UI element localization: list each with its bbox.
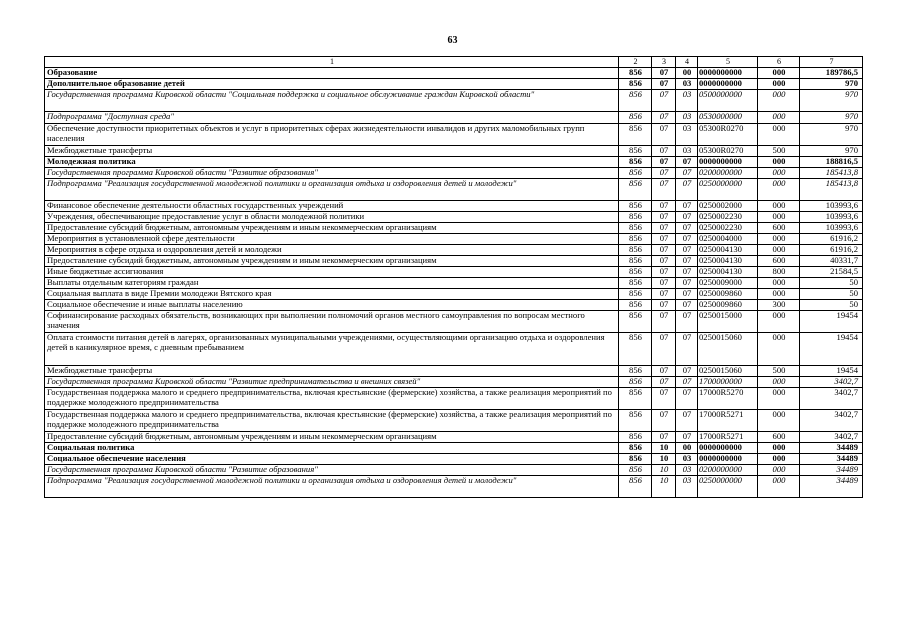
row-ministry-code: 856: [619, 289, 652, 300]
row-target-item-code: 0000000000: [698, 157, 758, 168]
row-target-item-code: 1700000000: [698, 377, 758, 388]
row-section-code: 07: [652, 223, 676, 234]
row-target-item-code: 0250015060: [698, 333, 758, 366]
row-subsection-code: 07: [676, 201, 698, 212]
row-section-code: 07: [652, 377, 676, 388]
row-expense-type-code: 000: [758, 377, 800, 388]
row-amount: 970: [800, 112, 863, 124]
row-expense-type-code: 000: [758, 289, 800, 300]
row-subsection-code: 07: [676, 311, 698, 333]
table-row: [45, 377, 863, 388]
row-subsection-code: 07: [676, 256, 698, 267]
row-name: Учреждения, обеспечивающие предоставление услуг в области молодежной политики: [45, 212, 619, 223]
row-name: Мероприятия в установленной сфере деятельности: [45, 234, 619, 245]
row-target-item-code: 05300R0270: [698, 124, 758, 146]
row-subsection-code: 07: [676, 410, 698, 432]
row-target-item-code: 0200000000: [698, 168, 758, 179]
row-name: Социальная выплата в виде Премии молодежи Вятского края: [45, 289, 619, 300]
row-subsection-code: 03: [676, 146, 698, 157]
row-target-item-code: 0250004130: [698, 245, 758, 256]
row-section-code: 07: [652, 112, 676, 124]
row-expense-type-code: 300: [758, 300, 800, 311]
row-name: Межбюджетные трансферты: [45, 146, 619, 157]
row-target-item-code: 0250009860: [698, 289, 758, 300]
row-name: Государственная поддержка малого и среднего предпринимательства, включая крестьянские (фермерские) хозяйства, а также реализация мероприятий по поддержке молодежного предпринимательства: [45, 410, 619, 432]
row-ministry-code: 856: [619, 377, 652, 388]
row-amount: 61916,2: [800, 234, 863, 245]
row-target-item-code: 0250004000: [698, 234, 758, 245]
row-section-code: 10: [652, 476, 676, 498]
row-expense-type-code: 000: [758, 179, 800, 201]
table-row: [45, 465, 863, 476]
row-expense-type-code: 500: [758, 366, 800, 377]
row-ministry-code: 856: [619, 201, 652, 212]
row-section-code: 07: [652, 146, 676, 157]
row-ministry-code: 856: [619, 146, 652, 157]
row-subsection-code: 03: [676, 465, 698, 476]
row-expense-type-code: 000: [758, 201, 800, 212]
row-section-code: 07: [652, 432, 676, 443]
row-amount: 103993,6: [800, 212, 863, 223]
row-amount: 50: [800, 289, 863, 300]
row-name: Оплата стоимости питания детей в лагерях, организованных муниципальными учреждениями, осуществляющими организацию отдыха и оздоровления детей в каникулярное время, с дневным пребыванием: [45, 333, 619, 366]
row-amount: 970: [800, 124, 863, 146]
row-target-item-code: 0250000000: [698, 476, 758, 498]
row-name: Иные бюджетные ассигнования: [45, 267, 619, 278]
row-target-item-code: 0250015000: [698, 311, 758, 333]
row-ministry-code: 856: [619, 157, 652, 168]
row-amount: 189786,5: [800, 68, 863, 79]
row-ministry-code: 856: [619, 112, 652, 124]
row-amount: 103993,6: [800, 201, 863, 212]
row-name: Социальное обеспечение населения: [45, 454, 619, 465]
row-subsection-code: 03: [676, 90, 698, 112]
row-section-code: 10: [652, 443, 676, 454]
row-subsection-code: 00: [676, 443, 698, 454]
table-row: [45, 212, 863, 223]
row-ministry-code: 856: [619, 476, 652, 498]
row-amount: 21584,5: [800, 267, 863, 278]
row-expense-type-code: 000: [758, 443, 800, 454]
header-col-2: 2: [619, 57, 652, 68]
row-section-code: 07: [652, 388, 676, 410]
row-section-code: 07: [652, 68, 676, 79]
row-expense-type-code: 000: [758, 245, 800, 256]
row-subsection-code: 07: [676, 168, 698, 179]
row-name: Государственная программа Кировской области "Социальная поддержка и социальное обслуживание граждан Кировской области": [45, 90, 619, 112]
row-ministry-code: 856: [619, 124, 652, 146]
row-target-item-code: 0250004130: [698, 267, 758, 278]
row-target-item-code: 0500000000: [698, 90, 758, 112]
row-target-item-code: 0000000000: [698, 454, 758, 465]
table-row: [45, 234, 863, 245]
table-row: [45, 267, 863, 278]
row-expense-type-code: 000: [758, 79, 800, 90]
row-name: Предоставление субсидий бюджетным, автономным учреждениям и иным некоммерческим организациям: [45, 223, 619, 234]
row-target-item-code: 0000000000: [698, 68, 758, 79]
row-target-item-code: 17000R5270: [698, 388, 758, 410]
table-row: [45, 179, 863, 201]
row-subsection-code: 07: [676, 432, 698, 443]
row-subsection-code: 03: [676, 476, 698, 498]
row-expense-type-code: 000: [758, 278, 800, 289]
table-body: [45, 68, 863, 498]
row-expense-type-code: 000: [758, 410, 800, 432]
row-name: Межбюджетные трансферты: [45, 366, 619, 377]
row-expense-type-code: 000: [758, 476, 800, 498]
row-ministry-code: 856: [619, 388, 652, 410]
row-expense-type-code: 000: [758, 90, 800, 112]
row-section-code: 10: [652, 454, 676, 465]
row-amount: 185413,8: [800, 179, 863, 201]
row-amount: 40331,7: [800, 256, 863, 267]
budget-table: [44, 56, 863, 498]
row-amount: 185413,8: [800, 168, 863, 179]
table-row: [45, 333, 863, 366]
row-subsection-code: 07: [676, 212, 698, 223]
row-name: Софинансирование расходных обязательств, возникающих при выполнении полномочий органов местного самоуправления по вопросам местного значения: [45, 311, 619, 333]
row-name: Подпрограмма "Реализация государственной молодежной политики и организация отдыха и оздоровления детей и молодежи": [45, 476, 619, 498]
row-expense-type-code: 000: [758, 465, 800, 476]
row-section-code: 07: [652, 278, 676, 289]
row-section-code: 10: [652, 465, 676, 476]
row-target-item-code: 0250004130: [698, 256, 758, 267]
row-amount: 3402,7: [800, 410, 863, 432]
row-section-code: 07: [652, 267, 676, 278]
row-ministry-code: 856: [619, 267, 652, 278]
row-expense-type-code: 600: [758, 223, 800, 234]
row-section-code: 07: [652, 179, 676, 201]
header-col-4: 4: [676, 57, 698, 68]
row-section-code: 07: [652, 79, 676, 90]
row-ministry-code: 856: [619, 223, 652, 234]
row-name: Подпрограмма "Реализация государственной молодежной политики и организация отдыха и оздоровления детей и молодежи": [45, 179, 619, 201]
table-row: [45, 388, 863, 410]
row-subsection-code: 07: [676, 300, 698, 311]
row-name: Дополнительное образование детей: [45, 79, 619, 90]
row-subsection-code: 00: [676, 68, 698, 79]
row-ministry-code: 856: [619, 168, 652, 179]
row-expense-type-code: 500: [758, 146, 800, 157]
row-ministry-code: 856: [619, 465, 652, 476]
table-row: [45, 157, 863, 168]
header-col-7: 7: [800, 57, 863, 68]
row-section-code: 07: [652, 157, 676, 168]
header-col-5: 5: [698, 57, 758, 68]
row-subsection-code: 03: [676, 124, 698, 146]
row-expense-type-code: 600: [758, 256, 800, 267]
row-section-code: 07: [652, 256, 676, 267]
row-subsection-code: 03: [676, 79, 698, 90]
row-amount: 50: [800, 278, 863, 289]
row-amount: 34489: [800, 443, 863, 454]
table-row: [45, 366, 863, 377]
table-row: [45, 112, 863, 124]
row-section-code: 07: [652, 410, 676, 432]
row-amount: 50: [800, 300, 863, 311]
row-subsection-code: 07: [676, 223, 698, 234]
row-ministry-code: 856: [619, 410, 652, 432]
table-row: [45, 201, 863, 212]
row-ministry-code: 856: [619, 212, 652, 223]
row-subsection-code: 07: [676, 377, 698, 388]
table-row: [45, 443, 863, 454]
row-name: Выплаты отдельным категориям граждан: [45, 278, 619, 289]
row-subsection-code: 07: [676, 267, 698, 278]
row-name: Обеспечение доступности приоритетных объектов и услуг в приоритетных сферах жизнедеятельности инвалидов и других маломобильных групп населения: [45, 124, 619, 146]
row-amount: 970: [800, 90, 863, 112]
table-row: [45, 90, 863, 112]
row-ministry-code: 856: [619, 79, 652, 90]
row-name: Социальное обеспечение и иные выплаты населению: [45, 300, 619, 311]
row-section-code: 07: [652, 90, 676, 112]
row-section-code: 07: [652, 300, 676, 311]
row-amount: 3402,7: [800, 432, 863, 443]
row-section-code: 07: [652, 245, 676, 256]
row-section-code: 07: [652, 168, 676, 179]
row-subsection-code: 07: [676, 157, 698, 168]
row-expense-type-code: 000: [758, 124, 800, 146]
row-target-item-code: 17000R5271: [698, 410, 758, 432]
table-row: [45, 168, 863, 179]
table-row: [45, 146, 863, 157]
row-expense-type-code: 000: [758, 68, 800, 79]
row-section-code: 07: [652, 212, 676, 223]
row-name: Государственная программа Кировской области "Развитие образования": [45, 168, 619, 179]
row-subsection-code: 07: [676, 289, 698, 300]
row-expense-type-code: 600: [758, 432, 800, 443]
row-subsection-code: 07: [676, 388, 698, 410]
row-amount: 3402,7: [800, 388, 863, 410]
row-target-item-code: 0250002230: [698, 223, 758, 234]
row-ministry-code: 856: [619, 454, 652, 465]
row-ministry-code: 856: [619, 245, 652, 256]
row-name: Предоставление субсидий бюджетным, автономным учреждениям и иным некоммерческим организациям: [45, 256, 619, 267]
row-subsection-code: 03: [676, 454, 698, 465]
row-name: Мероприятия в сфере отдыха и оздоровления детей и молодежи: [45, 245, 619, 256]
row-ministry-code: 856: [619, 333, 652, 366]
table-row: [45, 289, 863, 300]
row-expense-type-code: 000: [758, 454, 800, 465]
row-amount: 34489: [800, 465, 863, 476]
row-amount: 61916,2: [800, 245, 863, 256]
header-col-3: 3: [652, 57, 676, 68]
row-section-code: 07: [652, 311, 676, 333]
row-name: Государственная программа Кировской области "Развитие образования": [45, 465, 619, 476]
row-name: Предоставление субсидий бюджетным, автономным учреждениям и иным некоммерческим организациям: [45, 432, 619, 443]
row-amount: 970: [800, 79, 863, 90]
row-amount: 19454: [800, 311, 863, 333]
row-name: Социальная политика: [45, 443, 619, 454]
row-expense-type-code: 000: [758, 157, 800, 168]
row-ministry-code: 856: [619, 179, 652, 201]
row-target-item-code: 0000000000: [698, 79, 758, 90]
row-amount: 970: [800, 146, 863, 157]
row-section-code: 07: [652, 234, 676, 245]
row-target-item-code: 0000000000: [698, 443, 758, 454]
row-ministry-code: 856: [619, 278, 652, 289]
row-target-item-code: 0250002000: [698, 201, 758, 212]
table-row: [45, 79, 863, 90]
row-target-item-code: 0250015060: [698, 366, 758, 377]
table-row: [45, 223, 863, 234]
table-row: [45, 476, 863, 498]
row-amount: 19454: [800, 366, 863, 377]
row-name: Подпрограмма "Доступная среда": [45, 112, 619, 124]
row-subsection-code: 07: [676, 333, 698, 366]
table-row: [45, 300, 863, 311]
header-col-6: 6: [758, 57, 800, 68]
row-expense-type-code: 000: [758, 168, 800, 179]
row-expense-type-code: 000: [758, 112, 800, 124]
table-row: [45, 278, 863, 289]
header-col-1: 1: [45, 57, 619, 68]
row-target-item-code: 0250009000: [698, 278, 758, 289]
row-amount: 3402,7: [800, 377, 863, 388]
row-name: Государственная программа Кировской области "Развитие предпринимательства и внешних связей": [45, 377, 619, 388]
row-amount: 34489: [800, 476, 863, 498]
row-name: Молодежная политика: [45, 157, 619, 168]
table-row: [45, 311, 863, 333]
row-name: Государственная поддержка малого и среднего предпринимательства, включая крестьянские (фермерские) хозяйства, а также реализация мероприятий по поддержке молодежного предпринимательства: [45, 388, 619, 410]
row-target-item-code: 0250002230: [698, 212, 758, 223]
row-target-item-code: 0250009860: [698, 300, 758, 311]
row-ministry-code: 856: [619, 432, 652, 443]
row-subsection-code: 07: [676, 179, 698, 201]
row-section-code: 07: [652, 289, 676, 300]
row-subsection-code: 07: [676, 245, 698, 256]
row-expense-type-code: 000: [758, 311, 800, 333]
row-section-code: 07: [652, 124, 676, 146]
row-target-item-code: 0200000000: [698, 465, 758, 476]
row-target-item-code: 0250000000: [698, 179, 758, 201]
table-row: [45, 454, 863, 465]
page-number: 63: [447, 35, 458, 46]
row-ministry-code: 856: [619, 300, 652, 311]
row-expense-type-code: 000: [758, 388, 800, 410]
row-expense-type-code: 000: [758, 234, 800, 245]
row-name: Финансовое обеспечение деятельности областных государственных учреждений: [45, 201, 619, 212]
row-subsection-code: 07: [676, 234, 698, 245]
row-expense-type-code: 800: [758, 267, 800, 278]
row-subsection-code: 07: [676, 278, 698, 289]
row-section-code: 07: [652, 201, 676, 212]
row-ministry-code: 856: [619, 68, 652, 79]
row-ministry-code: 856: [619, 311, 652, 333]
row-section-code: 07: [652, 366, 676, 377]
table-row: [45, 410, 863, 432]
table-row: [45, 432, 863, 443]
row-subsection-code: 03: [676, 112, 698, 124]
row-amount: 19454: [800, 333, 863, 366]
row-ministry-code: 856: [619, 234, 652, 245]
table-row: [45, 68, 863, 79]
row-name: Образование: [45, 68, 619, 79]
row-amount: 34489: [800, 454, 863, 465]
row-target-item-code: 17000R5271: [698, 432, 758, 443]
row-expense-type-code: 000: [758, 212, 800, 223]
row-target-item-code: 05300R0270: [698, 146, 758, 157]
table-row: [45, 245, 863, 256]
row-amount: 188816,5: [800, 157, 863, 168]
table-header-row: [45, 57, 863, 68]
row-section-code: 07: [652, 333, 676, 366]
row-expense-type-code: 000: [758, 333, 800, 366]
row-target-item-code: 0530000000: [698, 112, 758, 124]
row-ministry-code: 856: [619, 366, 652, 377]
row-subsection-code: 07: [676, 366, 698, 377]
row-amount: 103993,6: [800, 223, 863, 234]
row-ministry-code: 856: [619, 443, 652, 454]
row-ministry-code: 856: [619, 256, 652, 267]
row-ministry-code: 856: [619, 90, 652, 112]
table-row: [45, 124, 863, 146]
table-row: [45, 256, 863, 267]
